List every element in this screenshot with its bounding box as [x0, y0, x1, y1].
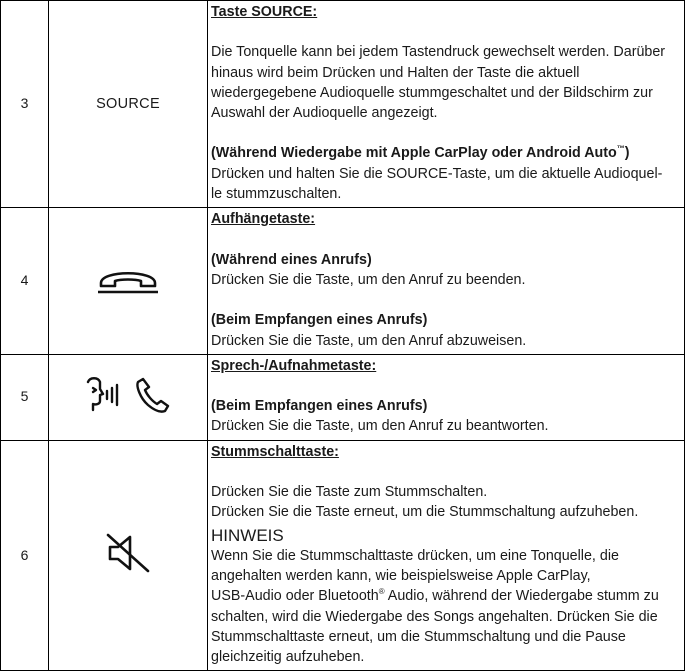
- condition-text: (Während eines Anrufs): [211, 251, 372, 268]
- button-icon-cell: [49, 440, 208, 671]
- row-number: 4: [20, 272, 29, 289]
- source-button-label: SOURCE: [96, 96, 160, 113]
- button-heading: Sprech-/Aufnahmetaste:: [211, 357, 377, 374]
- condition-text: (Während Wiedergabe mit Apple CarPlay oder Android Auto™): [211, 144, 630, 162]
- description-cell: [208, 440, 685, 671]
- description-text: Die Tonquelle kann bei jedem Tastendruck gewechselt werden. Darüber hinaus wird beim Drücken und Halten der Taste die aktuell wiedergegebene Audioquelle stummgeschaltet und der Bildschirm zur Auswahl der Audioquelle angezeigt.: [211, 44, 666, 122]
- condition-text: (Beim Empfangen eines Anrufs): [211, 398, 428, 415]
- note-text: USB-Audio oder Bluetooth® Audio, während der Wiedergabe stumm zu schalten, wird die Wiedergabe des Songs angehalten. Drücken Sie die Stummschalttaste erneut, um die Stummschaltung und die Pause gleichzeitig aufzuheben.: [211, 587, 659, 666]
- description-cell: [208, 354, 685, 440]
- row-number-cell: [1, 1, 49, 208]
- button-icon-cell: [49, 208, 208, 354]
- button-icon-cell: [49, 1, 208, 208]
- row-number-cell: [1, 208, 49, 354]
- talk-and-phone-icon: [82, 374, 174, 416]
- condition-text: (Beim Empfangen eines Anrufs): [211, 312, 428, 329]
- row-number: 3: [20, 95, 29, 112]
- row-number-cell: [1, 440, 49, 671]
- description-text: Drücken Sie die Taste, um den Anruf zu beantworten.: [211, 418, 549, 435]
- row-number: 6: [20, 546, 29, 563]
- row-number: 5: [20, 388, 29, 405]
- description-text: Drücken Sie die Taste zum Stummschalten.: [211, 484, 488, 501]
- description-text: Drücken Sie die Taste, um den Anruf abzuweisen.: [211, 332, 527, 349]
- mute-speaker-icon: [104, 531, 152, 575]
- button-heading: Stummschalttaste:: [211, 443, 339, 460]
- description-cell: [208, 1, 685, 208]
- table-row: [1, 208, 685, 354]
- note-text: Wenn Sie die Stummschalttaste drücken, um eine Tonquelle, die angehalten werden kann, wie beispielsweise Apple CarPlay,: [211, 547, 619, 584]
- description-text: Drücken Sie die Taste, um den Anruf zu beenden.: [211, 271, 526, 288]
- button-icon-cell: [49, 354, 208, 440]
- row-number-cell: [1, 354, 49, 440]
- description-text: le stummzuschalten.: [211, 186, 342, 203]
- description-text: Drücken Sie die Taste erneut, um die Stummschaltung aufzuheben.: [211, 504, 639, 521]
- table-row: [1, 440, 685, 671]
- button-heading: Taste SOURCE:: [211, 4, 318, 20]
- note-title: HINWEIS: [211, 525, 284, 545]
- table-row: [1, 354, 685, 440]
- description-text: Drücken und halten Sie die SOURCE-Taste, um die aktuelle Audioquel-: [211, 165, 663, 182]
- hang-up-phone-icon: [95, 262, 161, 296]
- description-cell: [208, 208, 685, 354]
- button-heading: Aufhängetaste:: [211, 211, 316, 228]
- table-row: [1, 1, 685, 208]
